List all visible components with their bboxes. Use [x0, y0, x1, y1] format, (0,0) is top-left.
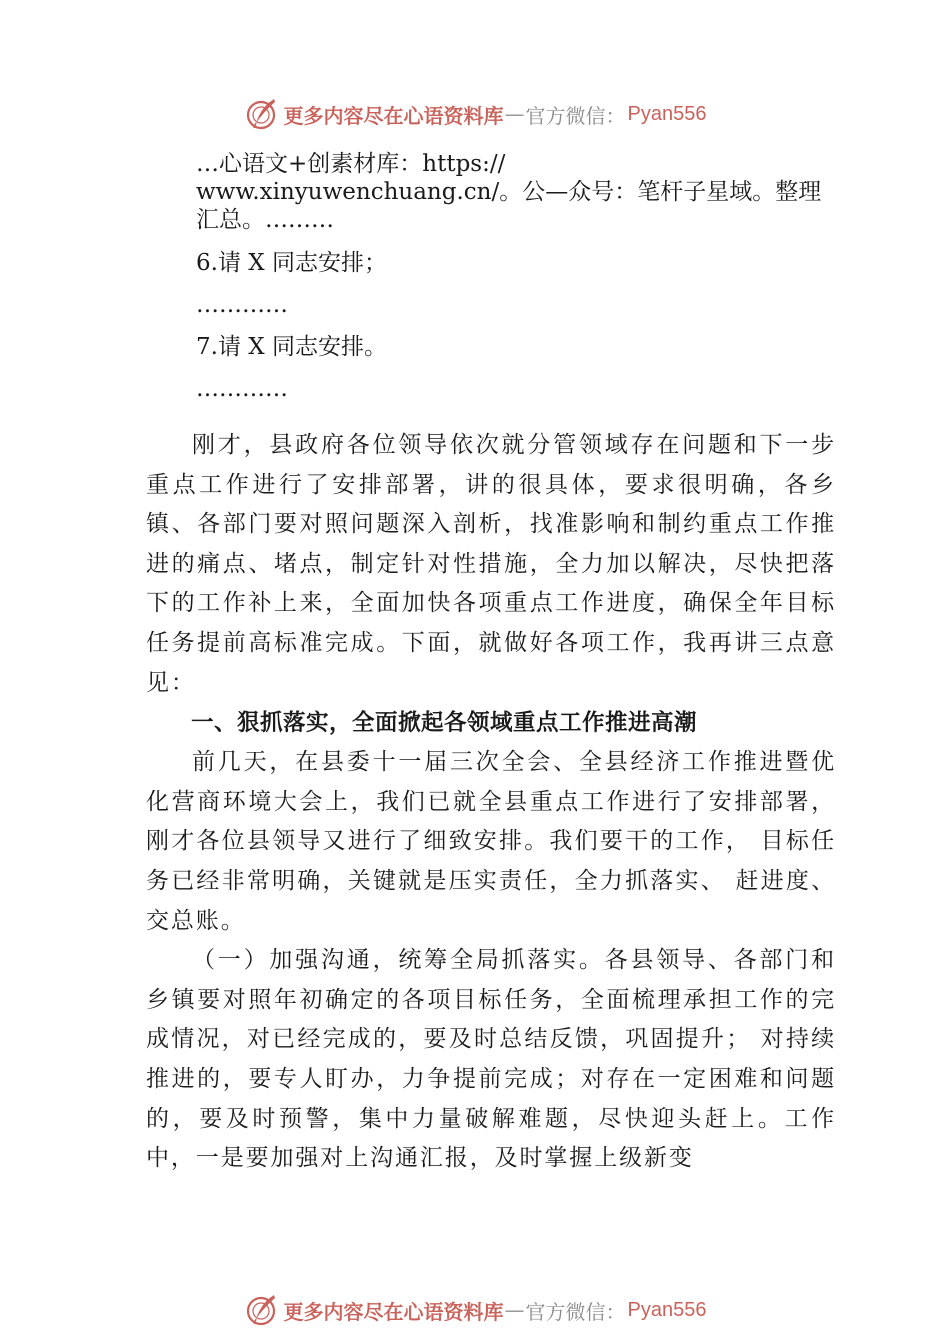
note-line-1: …心语文+创素材库：https:// — [196, 151, 506, 177]
paragraph-3: （一）加强沟通，统筹全局抓落实。各县领导、各部门和乡镇要对照年初确定的各项目标任务，全面梳理承担工作的完成情况，对已经完成的，要及时总结反馈，巩固提升； 对持续推进的，要专人盯办，力争提前完成；对存在一定困难和问题的，要及时预警，集中力量破解难题，尽快迎头赶上。工作中，一是要加强对上沟通汇报，及时掌握上级新变 — [146, 947, 836, 1172]
paragraph-2: 前几天，在县委十一届三次全会、全县经济工作推进暨优化营商环境大会上，我们已就全县重点工作进行了安排部署，刚才各位县领导又进行了细致安排。我们要干的工作， 目标任务已经非常明确，关键就是压实责任，全力抓落实、 赶进度、交总账。 — [146, 749, 836, 934]
banner-title: 更多内容尽在心语资料库 — [283, 1299, 504, 1324]
banner-title: 更多内容尽在心语资料库 — [283, 103, 504, 128]
note-line-2: www.xinyuwenchuang.cn/。公—众号：笔杆子星域。整理 — [196, 179, 822, 205]
banner-subtitle: 官方微信： — [525, 103, 626, 128]
item-7: 7.请 X 同志安排。 — [196, 334, 387, 360]
dots-1: ………… — [196, 292, 288, 318]
footer-watermark-banner — [0, 1290, 950, 1330]
quill-seal-icon — [244, 96, 280, 132]
banner-wechat-id: Pyan556 — [627, 1298, 707, 1321]
banner-dash: — — [504, 102, 525, 126]
header-watermark-banner — [0, 94, 950, 134]
item-6: 6.请 X 同志安排； — [196, 250, 387, 276]
paragraph-1: 刚才，县政府各位领导依次就分管领域存在问题和下一步重点工作进行了安排部署，讲的很具体，要求很明确，各乡镇、各部门要对照问题深入剖析，找准影响和制约重点工作推进的痛点、堵点，制定针对性措施，全力加以解决，尽快把落下的工作补上来，全面加快各项重点工作进度，确保全年目标任务提前高标准完成。下面，就做好各项工作，我再讲三点意见： — [146, 432, 836, 696]
quill-seal-icon — [244, 1292, 280, 1328]
dots-2: ………… — [196, 376, 288, 402]
banner-subtitle: 官方微信： — [525, 1299, 626, 1324]
note-line-3: 汇总。……… — [196, 207, 334, 233]
banner-dash: — — [504, 1298, 525, 1322]
document-body — [146, 150, 836, 1179]
banner-wechat-id: Pyan556 — [627, 102, 707, 125]
section-heading-1: 一、狠抓落实，全面掀起各领域重点工作推进高潮 — [191, 710, 698, 737]
